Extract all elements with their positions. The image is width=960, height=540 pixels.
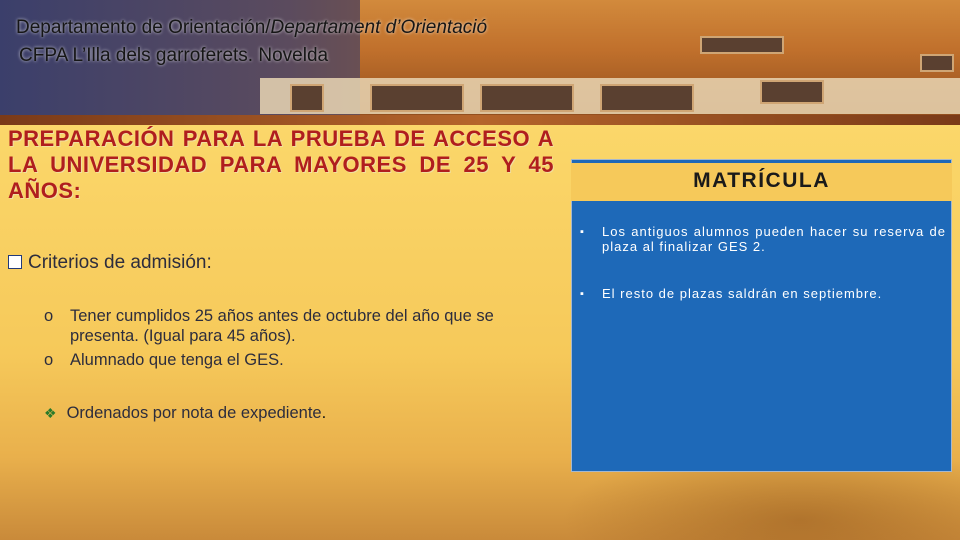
header-school: CFPA L’Illa dels garroferets. Novelda bbox=[19, 45, 329, 66]
ordered-note-period: . bbox=[321, 404, 327, 422]
header-department bbox=[16, 14, 487, 42]
circle-bullet-icon: o bbox=[44, 351, 54, 369]
building-window bbox=[480, 84, 574, 112]
list-item bbox=[574, 224, 946, 254]
panel-bullets bbox=[574, 224, 946, 333]
building-window bbox=[290, 84, 324, 112]
header bbox=[16, 14, 487, 70]
list-item-text: Los antiguos alumnos pueden hacer su reserva de plaza al finalizar GES 2. bbox=[602, 224, 946, 254]
list-item bbox=[44, 350, 564, 370]
ordered-note-text: Ordenados por nota de expediente bbox=[66, 404, 322, 422]
criteria-heading-label: Criterios de admisión: bbox=[28, 252, 212, 273]
criteria-heading bbox=[8, 252, 212, 274]
header-department-es: Departamento de Orientación/ bbox=[16, 17, 271, 38]
square-bullet-icon: ▪ bbox=[580, 226, 585, 238]
building-window bbox=[700, 36, 784, 54]
list-item bbox=[574, 286, 946, 301]
ordered-note bbox=[44, 404, 326, 423]
header-department-va: Departament d’Orientació bbox=[270, 17, 488, 38]
list-item-text: El resto de plazas saldrán en septiembre. bbox=[602, 286, 883, 301]
list-item-text: Tener cumplidos 25 años antes de octubre del año que se presenta. (Igual para 45 años). bbox=[70, 307, 494, 345]
square-bullet-icon: ▪ bbox=[580, 288, 585, 300]
building-window bbox=[600, 84, 694, 112]
diamond-bullet-icon: ❖ bbox=[44, 405, 57, 421]
building-window bbox=[370, 84, 464, 112]
circle-bullet-icon: o bbox=[44, 307, 54, 325]
page-title: PREPARACIÓN PARA LA PRUEBA DE ACCESO A LA UNIVERSIDAD PARA MAYORES DE 25 Y 45 AÑOS: bbox=[8, 126, 554, 203]
checkbox-bullet-icon bbox=[8, 255, 22, 269]
panel-title-wrap bbox=[571, 158, 952, 201]
criteria-list bbox=[44, 306, 564, 374]
panel-title: MATRÍCULA bbox=[571, 163, 952, 201]
building-window bbox=[760, 80, 824, 104]
list-item bbox=[44, 306, 564, 346]
list-item-text: Alumnado que tenga el GES. bbox=[70, 351, 284, 369]
building-window bbox=[920, 54, 954, 72]
